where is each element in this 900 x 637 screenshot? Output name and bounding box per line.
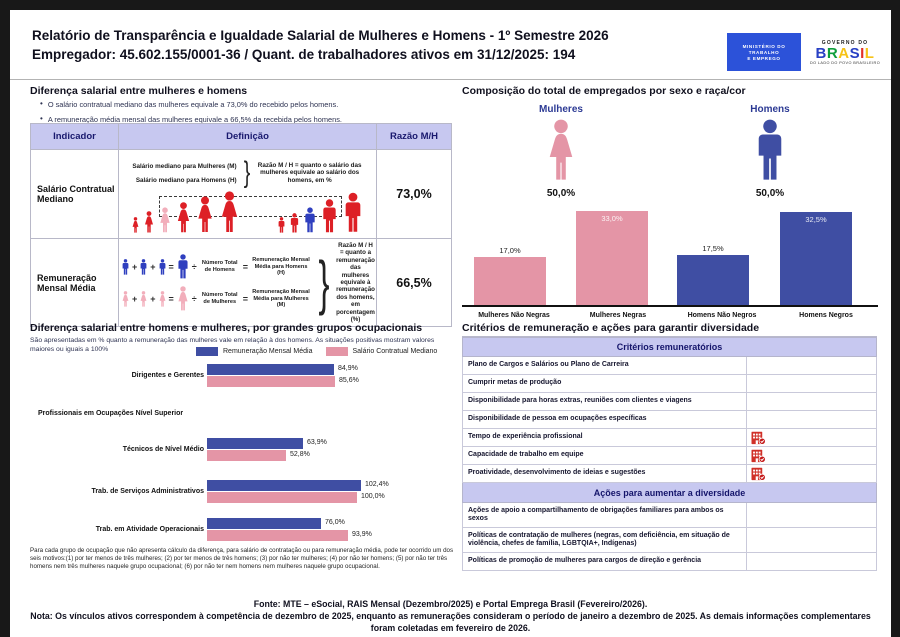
- men-result-label: Remuneração Mensal Média para Homens (H): [252, 257, 310, 276]
- category-label: Homens Negros: [799, 312, 853, 319]
- homens-label: Homens: [750, 104, 790, 115]
- man-icon-highlighted: [303, 207, 317, 233]
- brasil-wordmark: BRASIL: [815, 44, 875, 62]
- report-footer: [10, 598, 891, 634]
- table-row: Tempo de experiência profissional: [462, 429, 877, 447]
- women-formula-row: + + = ÷ Número Total de Mulheres = Remuneração Mensal Média para Mulheres (M): [121, 286, 312, 311]
- man-icon: [158, 259, 167, 275]
- company-check-icon: [751, 431, 766, 445]
- salary-gap-heading: Diferença salarial entre mulheres e homens: [30, 85, 248, 97]
- woman-icon: [131, 217, 140, 233]
- women-divide-label: Número Total de Mulheres: [201, 292, 238, 305]
- category-label: Mulheres Não Negras: [478, 312, 550, 319]
- median-salary-diagram: [119, 150, 377, 239]
- occupational-row: [30, 480, 454, 503]
- occupation-label: Trab. de Serviços Administrativos: [91, 487, 204, 495]
- criteria-table: [462, 336, 877, 571]
- men-pictogram-block: [710, 104, 830, 199]
- bar-homens-nao-negros: [677, 255, 749, 305]
- woman-icon: [121, 291, 130, 307]
- woman-icon: [175, 202, 192, 233]
- legend-swatch-pink: [326, 347, 348, 356]
- man-icon: [752, 119, 788, 181]
- brace-glyph: }: [243, 156, 250, 189]
- ministry-logo-line: MINISTÉRIO DO: [742, 43, 786, 49]
- criteria-heading: Critérios de remuneração e ações para garantir diversidade: [462, 322, 760, 334]
- title-line-1: Relatório de Transparência e Igualdade Salarial de Mulheres e Homens - 1º Semestre 2026: [32, 28, 609, 43]
- header-divider: [10, 79, 891, 80]
- ministry-logo-line: TRABALHO: [748, 49, 780, 55]
- median-men-label: Salário mediano para Homens (H): [135, 176, 237, 184]
- mulheres-label: Mulheres: [539, 104, 583, 115]
- occupational-row: [30, 364, 454, 387]
- mean-ratio-value: 66,5%: [377, 239, 452, 327]
- woman-icon: [176, 286, 190, 311]
- man-icon: [139, 259, 148, 275]
- bar: [207, 530, 372, 541]
- occupational-footnote: Para cada grupo de ocupação que não apresenta cálculo da diferença, para salário de contratação ou para remuneração média, pode ter ocorrido um dos seis motivos:(1) por ter menos de três mulheres; (2) por ter menos de três homens; (3) por não ter mulheres; (4) por não ter homens; (5) por não ter três homens nem três mulheres naquele grupo ocupacional; (6) por não ter nem homens nem mulheres naquele grupo ocupacional.: [30, 547, 454, 570]
- man-icon: [277, 217, 286, 233]
- bar: [207, 492, 385, 503]
- woman-icon: [158, 291, 167, 307]
- woman-icon: [195, 196, 215, 233]
- value-cell: [746, 429, 876, 446]
- occupational-subtitle: São apresentadas em % quanto a remuneração das mulheres vale em relação à dos homens. As situações positivas mostram valores maiores ou iguais a 100%: [30, 337, 435, 353]
- bar: [207, 518, 345, 529]
- median-women-label: Salário mediano para Mulheres (M): [132, 162, 237, 170]
- occupational-row: [30, 518, 454, 541]
- government-brasil-logo: [803, 33, 887, 71]
- bar-group: [780, 204, 852, 305]
- bar-homens-negros: [780, 212, 852, 305]
- occupational-row: [30, 438, 454, 461]
- bar-value-label: 85,6%: [339, 377, 359, 384]
- occupation-label: Técnicos de Nível Médio: [122, 445, 204, 453]
- bar: [207, 364, 358, 375]
- header-indicador: Indicador: [31, 124, 119, 150]
- nota-line: Nota: Os vínculos ativos correspondem à competência de dezembro de 2025, enquanto as remunerações consideram o período de janeiro a dezembro de 2025. As demais informações complementares foram coletadas em fevereiro de 2026.: [30, 611, 871, 633]
- man-icon: [176, 254, 190, 279]
- bar: [207, 376, 359, 387]
- table-row: Disponibilidade para horas extras, reuniões com clientes e viagens: [462, 393, 877, 411]
- company-check-icon: [751, 449, 766, 463]
- women-result-label: Remuneração Mensal Média para Mulheres (M): [252, 289, 310, 308]
- table-row: Plano de Cargos e Salários ou Plano de Carreira: [462, 357, 877, 375]
- bar: [207, 480, 389, 491]
- brace-glyph: }: [318, 248, 330, 316]
- value-cell: [746, 503, 876, 527]
- governo-do-label: GOVERNO DO: [821, 39, 869, 46]
- value-cell: [746, 357, 876, 374]
- woman-icon: [218, 191, 241, 233]
- value-cell: [746, 465, 876, 482]
- bar-value-label: 102,4%: [365, 481, 389, 488]
- bar-value-label: 100,0%: [361, 493, 385, 500]
- bar-value-label: 76,0%: [325, 519, 345, 526]
- chart-legend: [196, 347, 445, 356]
- table-row: [31, 239, 452, 327]
- man-icon: [342, 192, 364, 233]
- man-icon: [121, 259, 130, 275]
- bar-mulheres-nao-negras: [474, 257, 546, 305]
- bar-value-label: 32,5%: [805, 215, 827, 224]
- mean-remuneration-diagram: [119, 239, 377, 327]
- composition-heading: Composição do total de empregados por sexo e raça/cor: [462, 85, 746, 97]
- ratio-definition-note: Razão M / H = quanto a remuneração das mulheres equivale à remuneração dos homens, em porcentagem (%): [336, 242, 375, 324]
- bar: [207, 450, 310, 461]
- value-cell: [746, 447, 876, 464]
- header-razao: Razão M/H: [377, 124, 452, 150]
- median-ratio-value: 73,0%: [377, 150, 452, 239]
- title-line-2: Empregador: 45.602.155/0001-36 / Quant. de trabalhadores ativos em 31/12/2025: 194: [32, 47, 576, 62]
- woman-icon: [143, 211, 155, 233]
- man-icon: [289, 213, 300, 233]
- mulheres-percent: 50,0%: [546, 188, 576, 199]
- woman-icon: [543, 119, 579, 181]
- bullet-item: • A remuneração média mensal das mulheres equivale a 66,5% da recebida pelos homens.: [40, 114, 342, 124]
- bullet-dot-icon: •: [40, 114, 43, 123]
- indicator-table-header-row: [31, 124, 452, 150]
- brasil-tagline: DO LADO DO POVO BRASILEIRO: [809, 60, 881, 65]
- occupational-heading: Diferença salarial entre homens e mulheres, por grandes grupos ocupacionais: [30, 322, 423, 334]
- women-pictogram-block: [501, 104, 621, 199]
- bar-value-label: 33,0%: [601, 214, 623, 223]
- ratio-definition-note: Razão M / H = quanto o salário das mulheres equivale ao salário dos homens, em %: [257, 161, 362, 184]
- woman-icon-highlighted: [158, 207, 172, 233]
- category-label: Homens Não Negros: [687, 312, 757, 319]
- bar-value-label: 17,0%: [499, 246, 521, 255]
- bar-value-label: 52,8%: [290, 451, 310, 458]
- bar-group: [677, 204, 749, 305]
- man-icon: [320, 199, 339, 233]
- legend-label: Salário Contratual Mediano: [352, 348, 438, 355]
- indicator-name: Remuneração Mensal Média: [31, 239, 119, 327]
- value-cell: [746, 411, 876, 428]
- bullet-item: • O salário contratual mediano das mulheres equivale a 73,0% do recebido pelos homens.: [40, 99, 339, 109]
- woman-icon: [139, 291, 148, 307]
- men-divide-label: Número Total de Homens: [201, 260, 238, 273]
- company-check-icon: [751, 467, 766, 481]
- people-pictogram-row: [119, 189, 376, 233]
- occupation-label: Dirigentes e Gerentes: [131, 371, 204, 379]
- table-row: [31, 150, 452, 239]
- bar-group: [474, 204, 546, 305]
- bar-value-label: 93,9%: [352, 531, 372, 538]
- table-row: Ações de apoio a compartilhamento de obrigações familiares para ambos os sexos: [462, 503, 877, 528]
- fonte-line: Fonte: MTE – eSocial, RAIS Mensal (Dezembro/2025) e Portal Emprega Brasil (Fevereiro/2026).: [253, 599, 648, 609]
- bar-value-label: 84,9%: [338, 365, 358, 372]
- occupation-label: Trab. em Atividade Operacionais: [95, 525, 204, 533]
- men-formula-row: + + = ÷ Número Total de Homens = Remuneração Mensal Média para Homens (H): [121, 254, 312, 279]
- bar-group: [576, 204, 648, 305]
- report-page: [10, 10, 891, 637]
- value-cell: [746, 528, 876, 552]
- homens-percent: 50,0%: [755, 188, 785, 199]
- bar-value-label: 17,5%: [702, 244, 724, 253]
- header-definicao: Definição: [119, 124, 377, 150]
- composition-bar-chart: [462, 206, 878, 307]
- composition-category-labels: [462, 312, 878, 319]
- occupation-label-no-bars: Profissionais em Ocupações Nível Superior: [38, 410, 184, 417]
- value-cell: [746, 375, 876, 392]
- bar-value-label: 63,9%: [307, 439, 327, 446]
- bullet-dot-icon: •: [40, 99, 43, 108]
- table-row: Políticas de promoção de mulheres para cargos de direção e gerência: [462, 553, 877, 571]
- table-row: Políticas de contratação de mulheres (negras, com deficiência, em situação de violência, chefes de família, LGBTQIA+, Indígenas): [462, 528, 877, 553]
- value-cell: [746, 393, 876, 410]
- table-row: Cumprir metas de produção: [462, 375, 877, 393]
- bar-mulheres-negras: [576, 211, 648, 305]
- category-label: Mulheres Negras: [589, 312, 647, 319]
- indicator-name: Salário Contratual Mediano: [31, 150, 119, 239]
- legend-label: Remuneração Mensal Média: [223, 348, 313, 355]
- value-cell: [746, 553, 876, 570]
- table-row: Proatividade, desenvolvimento de ideias e sugestões: [462, 465, 877, 483]
- ministry-logo: [727, 33, 801, 71]
- ministry-logo-line: E EMPREGO: [747, 55, 781, 61]
- table-row: Disponibilidade de pessoa em ocupações específicas: [462, 411, 877, 429]
- table-row: Capacidade de trabalho em equipe: [462, 447, 877, 465]
- legend-swatch-blue: [196, 347, 218, 356]
- criterios-remuneratorios-header: Critérios remuneratórios: [462, 337, 877, 357]
- report-title: [32, 26, 609, 64]
- indicator-table: [30, 123, 452, 327]
- acoes-diversidade-header: Ações para aumentar a diversidade: [462, 483, 877, 503]
- bar: [207, 438, 327, 449]
